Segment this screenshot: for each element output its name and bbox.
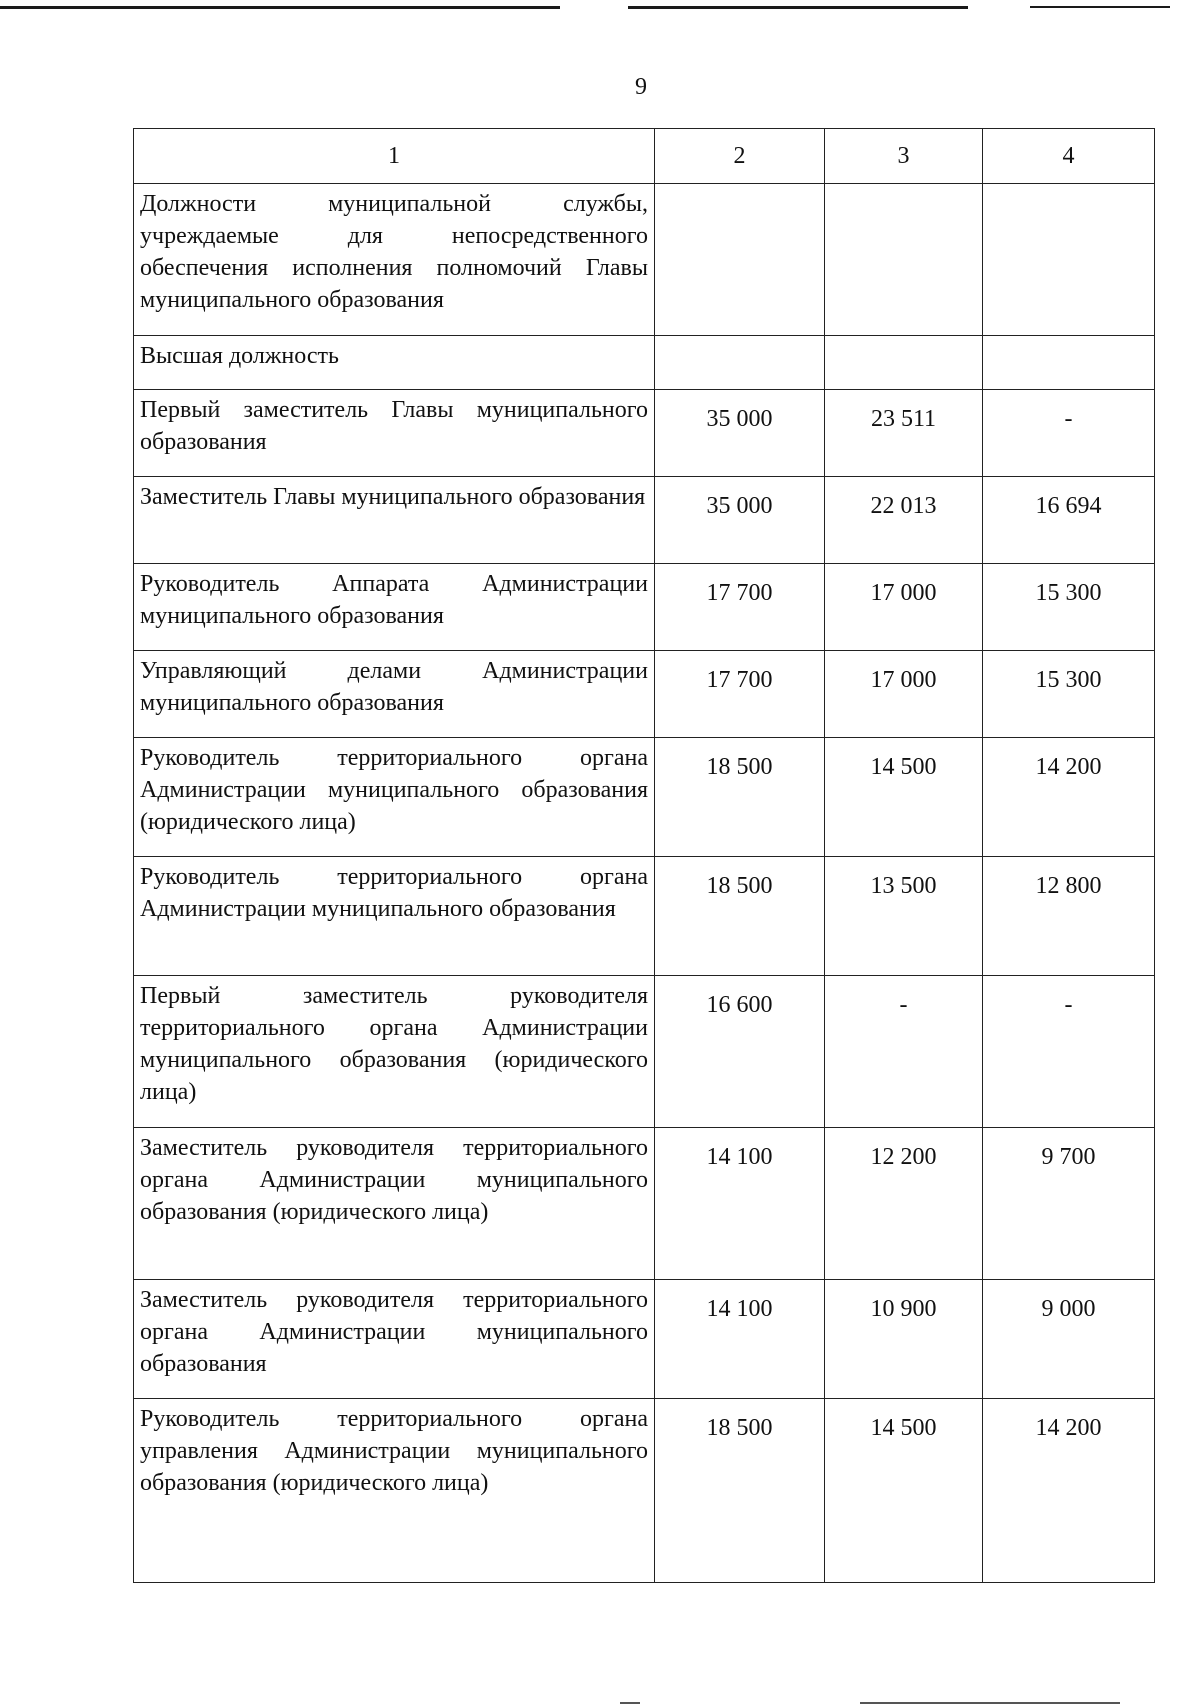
value-cell-col3: 23 511	[825, 390, 983, 477]
table-row	[134, 738, 1155, 857]
table-header-row	[134, 129, 1155, 184]
value-cell-col2: 17 700	[655, 651, 825, 738]
value-cell-col4	[983, 184, 1155, 336]
value-cell-col4: 9 700	[983, 1128, 1155, 1280]
value-cell-col3: 14 500	[825, 1399, 983, 1583]
position-cell: Управляющий делами Администрации муниципального образования	[134, 651, 655, 738]
column-header-2: 2	[655, 129, 825, 184]
value-cell-col3: 14 500	[825, 738, 983, 857]
value-cell-col3: 12 200	[825, 1128, 983, 1280]
column-header-4: 4	[983, 129, 1155, 184]
page-number: 9	[635, 74, 647, 100]
position-cell: Должности муниципальной службы, учреждаемые для непосредственного обеспечения исполнения полномочий Главы муниципального образования	[134, 184, 655, 336]
salary-table	[133, 128, 1155, 1583]
table-row	[134, 184, 1155, 336]
value-cell-col2: 14 100	[655, 1128, 825, 1280]
value-cell-col2: 14 100	[655, 1280, 825, 1399]
table-row	[134, 1280, 1155, 1399]
position-cell: Руководитель территориального органа Администрации муниципального образования (юридического лица)	[134, 738, 655, 857]
position-cell: Руководитель территориального органа управления Администрации муниципального образования (юридического лица)	[134, 1399, 655, 1583]
scan-artifact-top-middle	[628, 6, 968, 9]
scan-artifact-top-right	[1030, 6, 1170, 8]
table-row	[134, 976, 1155, 1128]
position-cell: Руководитель Аппарата Администрации муниципального образования	[134, 564, 655, 651]
table-row	[134, 1399, 1155, 1583]
position-cell: Первый заместитель руководителя территориального органа Администрации муниципального образования (юридического лица)	[134, 976, 655, 1128]
value-cell-col4: 15 300	[983, 564, 1155, 651]
value-cell-col3: 17 000	[825, 651, 983, 738]
table-row	[134, 336, 1155, 390]
value-cell-col3: 17 000	[825, 564, 983, 651]
value-cell-col2: 16 600	[655, 976, 825, 1128]
value-cell-col4	[983, 336, 1155, 390]
value-cell-col2: 17 700	[655, 564, 825, 651]
table-row	[134, 390, 1155, 477]
value-cell-col2: 35 000	[655, 477, 825, 564]
position-cell: Заместитель руководителя территориального органа Администрации муниципального образования (юридического лица)	[134, 1128, 655, 1280]
table-row	[134, 564, 1155, 651]
value-cell-col2: 18 500	[655, 1399, 825, 1583]
table-row	[134, 651, 1155, 738]
value-cell-col2	[655, 184, 825, 336]
value-cell-col2: 18 500	[655, 857, 825, 976]
value-cell-col3: 10 900	[825, 1280, 983, 1399]
scan-artifact-bottom-left	[620, 1702, 640, 1704]
salary-table-body	[134, 129, 1155, 1583]
value-cell-col2	[655, 336, 825, 390]
position-cell: Руководитель территориального органа Администрации муниципального образования	[134, 857, 655, 976]
table-row	[134, 477, 1155, 564]
value-cell-col4: -	[983, 976, 1155, 1128]
value-cell-col4: -	[983, 390, 1155, 477]
position-cell: Заместитель руководителя территориального органа Администрации муниципального образования	[134, 1280, 655, 1399]
value-cell-col4: 16 694	[983, 477, 1155, 564]
value-cell-col3: -	[825, 976, 983, 1128]
value-cell-col4: 12 800	[983, 857, 1155, 976]
value-cell-col3	[825, 336, 983, 390]
table-row	[134, 857, 1155, 976]
table-row	[134, 1128, 1155, 1280]
value-cell-col4: 15 300	[983, 651, 1155, 738]
value-cell-col4: 14 200	[983, 738, 1155, 857]
position-cell: Первый заместитель Главы муниципального образования	[134, 390, 655, 477]
position-cell: Высшая должность	[134, 336, 655, 390]
value-cell-col4: 9 000	[983, 1280, 1155, 1399]
scan-artifact-top-left	[0, 6, 560, 9]
value-cell-col3: 22 013	[825, 477, 983, 564]
value-cell-col3: 13 500	[825, 857, 983, 976]
column-header-3: 3	[825, 129, 983, 184]
value-cell-col2: 35 000	[655, 390, 825, 477]
value-cell-col2: 18 500	[655, 738, 825, 857]
position-cell: Заместитель Главы муниципального образования	[134, 477, 655, 564]
column-header-1: 1	[134, 129, 655, 184]
value-cell-col4: 14 200	[983, 1399, 1155, 1583]
value-cell-col3	[825, 184, 983, 336]
scan-artifact-bottom-right	[860, 1702, 1120, 1704]
